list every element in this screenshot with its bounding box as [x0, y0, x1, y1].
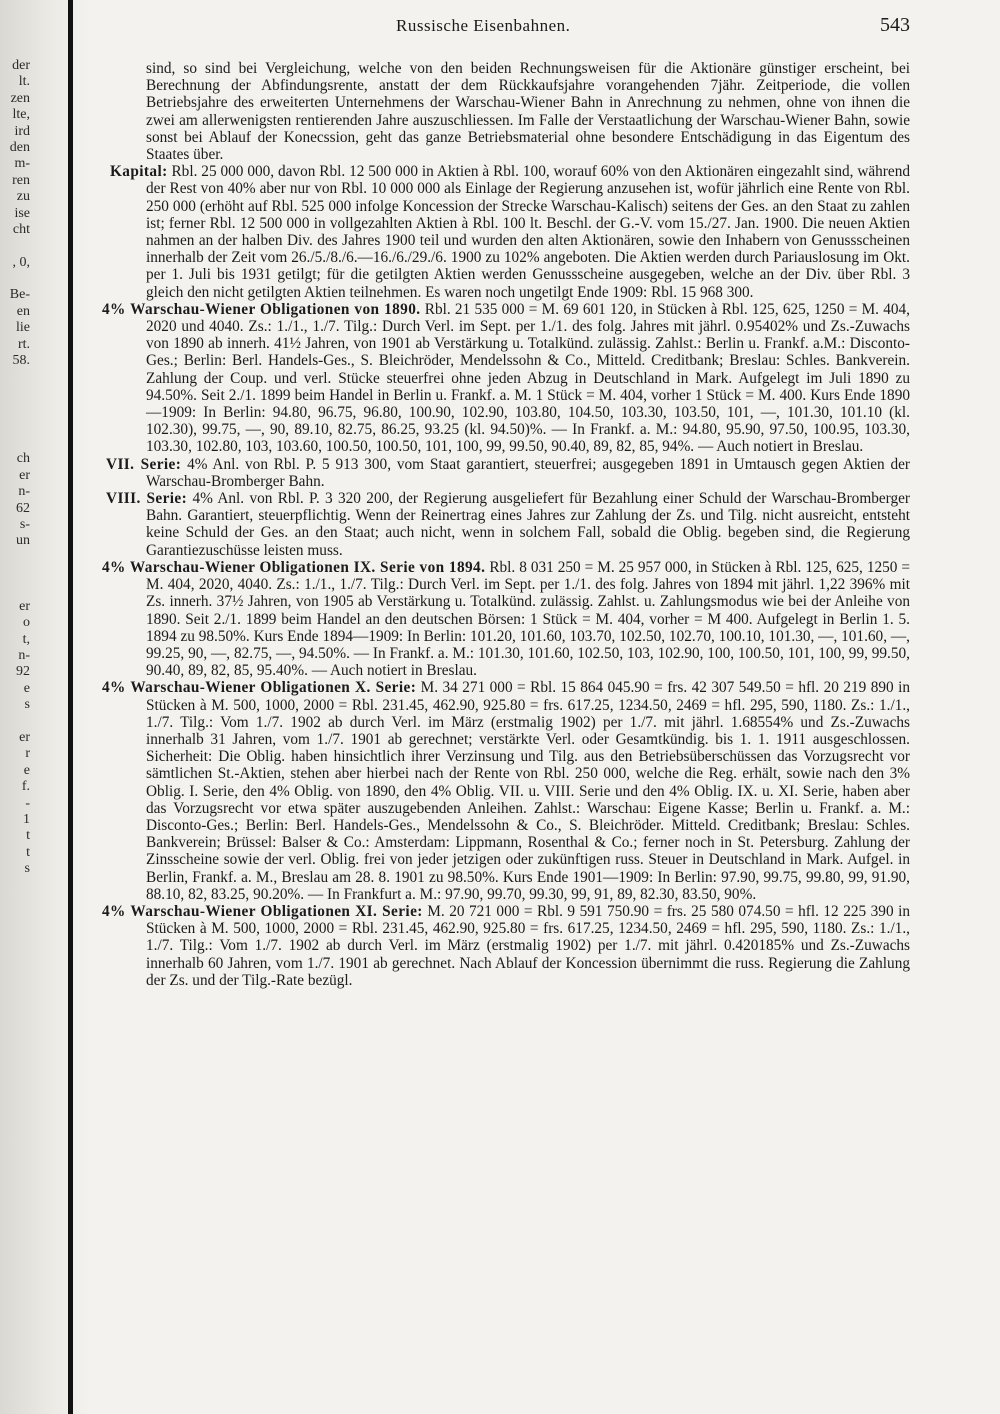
- entry-continuation: [102, 60, 910, 163]
- left-page-fragment: er: [19, 598, 30, 614]
- entry-label: VII. Serie:: [106, 455, 182, 473]
- left-page-fragment: ise: [14, 205, 30, 221]
- left-page-fragment: [0, 566, 30, 582]
- left-page-fragment: s: [24, 861, 30, 877]
- left-page-fragment: en: [16, 303, 30, 319]
- left-page-fragment: t: [26, 844, 30, 860]
- left-page-fragment: cht: [12, 221, 30, 237]
- left-page-fragment: [0, 435, 30, 451]
- left-page-fragment: 92: [16, 664, 30, 680]
- entry-text: 4% Anl. von Rbl. P. 3 320 200, der Regierung ausgeliefert für Bezahlung einer Schuld der Warschau-Bromberger Bahn. Garantiert, steuerpflichtig. Wenn der Reinertrag eines Jahres zur Zahlung der Zs. und Tilg. nicht ausreicht, entsteht keine Schuld der Ges. an den Staat; auch nicht, wenn in solchem Fall, sobald die Oblig. begeben sind, die Regierung Garantiezuschüsse leisten muss.: [146, 490, 911, 559]
- left-page-fragment: Be-: [9, 287, 30, 303]
- left-page-fragment: [0, 386, 30, 402]
- entry-label: VIII. Serie:: [106, 490, 188, 508]
- binding-line: [68, 0, 73, 1414]
- left-page-fragment: er: [19, 467, 30, 483]
- entry-text: Rbl. 8 031 250 = M. 25 957 000, in Stücken à Rbl. 125, 625, 1250 = M. 404, 2020, 4040. Zs.: 1./1., 1./7. Tilg.: Durch Verl. im Sept. per 1./1. des folg. Jahres von 1894 mit jährl. 1,22 396% mit Zs. innerh. 37½ Jahren, von 1905 ab Verstärkung u. Totalkünd. zulässig. Zahlst. u. Zahlungsmodus wie bei der Anleihe von 1890. Seit 2./1. 1899 beim Handel an den deutschen Börsen: 1 Stück = M. 404, vorher = M 400. Aufgelegt in Berlin 1. 5. 1894 zu 98.50%. Kurs Ende 1894—1909: In Berlin: 101.20, 101.60, 103.70, 102.50, 102.70, 100.10, 101.30, —, 101.60, —, 99.25, 90, —, 82.75, —, 94.50%. — In Frankf. a. M.: 101.30, 101.60, 102.50, 103, 102.90, 100, 100.50, 101, 100, 99, 99.50, 90.40, 89, 82, 85, 95.40%. — Auch notiert in Breslau.: [146, 558, 911, 680]
- left-page-fragment: [0, 271, 30, 287]
- left-page-fragment: [0, 714, 30, 730]
- entry-obligationen-1890: [102, 301, 910, 456]
- left-page-fragment: un: [16, 533, 30, 549]
- entry-text: sind, so sind bei Vergleichung, welche von den beiden Rechnungsweisen für die Aktionäre günstiger erscheint, bei Berechnung der Abfindungsrente, anstatt der dem Rückkaufsjahre vorangehenden 7jähr. Zeitperiode, die vollen Betriebsjahre des erweiterten Unternehmens der Warschau-Wiener Bahn in Anrechnung zu nehmen, ohne von ihnen die zwei am allerwenigsten rentierenden Jahre auszuschliessen. Im Falle der Verstaatlichung der Warschau-Wiener Bahn, sowie sonst bei Ablauf der Konecssion, geht das ganze Betriebsmaterial ohne besondere Entschädigung in das Eigentum des Staates über.: [146, 60, 910, 164]
- left-page-fragment: lie: [16, 320, 30, 336]
- left-page-fragment: n-: [18, 648, 30, 664]
- left-page-fragment: [0, 369, 30, 385]
- left-page-fragment: [0, 238, 30, 254]
- left-page-fragment: e: [23, 762, 30, 778]
- left-page-fragment: t: [26, 828, 30, 844]
- running-head: Russische Eisenbahnen.: [396, 16, 571, 35]
- entry-obligationen-x: [102, 679, 910, 903]
- left-page-fragment: n-: [18, 484, 30, 500]
- left-page-fragment: rt.: [17, 336, 30, 352]
- entry-label: 4% Warschau-Wiener Obligationen von 1890.: [102, 300, 421, 318]
- entry-label: 4% Warschau-Wiener Obligationen IX. Serie von 1894.: [102, 558, 486, 576]
- entry-text: Rbl. 21 535 000 = M. 69 601 120, in Stücken à Rbl. 125, 625, 1250 = M. 404, 2020 und 4040. Zs.: 1./1., 1./7. Tilg.: Durch Verl. im Sept. per 1./1. des folg. Jahres mit jährl. 0.95402% und Zs.-Zuwachs von 1890 ab innerh. 41½ Jahren, von 1901 ab Verstärkung u. Totalkünd. zulässig. Zahlst.: Berlin u. Frankf. a.M.: Disconto-Ges.; Berlin: Berl. Handels-Ges., S. Bleichröder, Mendelssohn & Co., Mitteld. Creditbank; Breslau: Schles. Bankverein. Zahlung der Coup. und verl. Stücke steuerfrei ohne jeden Abzug in Deutschland in Mark. Aufgelegt im Juli 1890 zu 94.50%. Seit 2./1. 1899 beim Handel in Berlin u. Frankf. a. M. 1 Stück = M. 404, vorher 1 Stück = M. 400. Kurs Ende 1890—1909: In Berlin: 94.80, 96.75, 96.80, 100.90, 102.90, 103.80, 104.50, 103.30, 103.50, 101, —, 101.30, 101.10 (kl. 102.30), 99.75, —, 90, 89.10, 82.75, 86.25, 93.25 (kl. 94.50)%. — In Frankf. a. M.: 94.80, 95.90, 97.50, 100.95, 103.30, 103.30, 102.80, 103, 103.60, 100.50, 100.50, 101, 100, 99, 99.50, 90.40, 89, 82, 85, 94%. — Auch notiert in Breslau.: [146, 300, 910, 456]
- left-page-fragment: lte,: [12, 107, 30, 123]
- entry-kapital: [102, 163, 910, 301]
- left-page-fragment: lt.: [18, 74, 30, 90]
- left-page-fragment: ren: [12, 172, 30, 188]
- text-body: [102, 60, 910, 989]
- left-page-fragments: [0, 58, 30, 878]
- left-page-fragment: s: [24, 697, 30, 713]
- entry-obligationen-xi: [102, 903, 910, 989]
- left-page-fragment: [0, 419, 30, 435]
- left-page-fragment: der: [12, 58, 30, 73]
- page-number: 543: [880, 14, 910, 36]
- entry-text: M. 20 721 000 = Rbl. 9 591 750.90 = frs. 25 580 074.50 = hfl. 12 225 390 in Stücken à M. 500, 1000, 2000 = Rbl. 231.45, 462.90, 925.80 = frs. 617.25, 1234.50, 2469 = hfl. 295, 590, 1180. Zs.: 1./1., 1./7. Tilg.: Vom 1./7. 1902 ab durch Verl. im März (erstmalig 1902) per 1./7. mit jährl. 0.420185% und Zs.-Zuwachs innerhalb 60 Jahren, vom 1./7. 1901 ab gerechnet. Nach Ablauf der Koncession übernimmt die russ. Regierung die Zahlung der Zs. und der Tilg.-Rate bezügl.: [146, 902, 910, 989]
- left-page-fragment: 58.: [12, 353, 30, 369]
- entry-obligationen-ix: [102, 559, 910, 679]
- left-page-fragment: zen: [10, 90, 30, 106]
- left-page-fragment: t,: [22, 631, 30, 647]
- left-page-fragment: er: [19, 730, 30, 746]
- left-page-fragment: [0, 550, 30, 566]
- left-page-fragment: -: [25, 795, 30, 811]
- left-page-fragment: [0, 583, 30, 599]
- left-page-fragment: 1: [23, 811, 30, 827]
- left-page-fragment: zu: [16, 189, 30, 205]
- left-page-fragment: 62: [16, 500, 30, 516]
- left-page-fragment: ird: [14, 123, 30, 139]
- entry-label: Kapital:: [110, 163, 168, 181]
- left-page-fragment: o: [23, 615, 30, 631]
- entry-serie-vii: [102, 456, 910, 490]
- entry-text: 4% Anl. von Rbl. P. 5 913 300, vom Staat garantiert, steuerfrei; ausgegeben 1891 in Umtausch gegen Aktien der Warschau-Bromberger Bahn.: [146, 455, 910, 490]
- entry-text: M. 34 271 000 = Rbl. 15 864 045.90 = frs. 42 307 549.50 = hfl. 20 219 890 in Stücken à M. 500, 1000, 2000 = Rbl. 231.45, 462.90, 925.80 = frs. 617.25, 1234.50, 2469 = hfl. 295, 590, 1180. Zs.: 1./1., 1./7. Tilg.: Vom 1./7. 1902 ab durch Verl. im März (erstmalig 1902) per 1./7. mit jährl. 1.68554% und Zs.-Zuwachs innerhalb 31 Jahren, vom 1./7. 1901 ab gerechnet; verstärkte Verl. oder Gesamtkündig. bis 1. 1. 1911 ausgeschlossen. Sicherheit: Die Oblig. haben hinsichtlich ihrer Verzinsung und Tilg. aus den Betriebsüberschüssen das Vorzugsrecht vor sämtlichen St.-Aktien, stehen aber hierbei nach der Rente von Rbl. 250 000, welche die Reg. erhält, sowie nach den 3% Oblig. I. Serie, den 4% Oblig. von 1890, den 4% Oblig. VII. u. VIII. Serie und den 4% Oblig. IX. u. XI. Serie, haben aber das Vorzugsrecht vor etwa später auszugebenden Anleihen. Zahlst.: Warschau: Eigene Kasse; Berlin u. Frankf. a. M.: Disconto-Ges.; Berlin: Berl. Handels-Ges., Mendelssohn & Co., S. Bleichröder. Mitteld. Creditbank; Breslau: Schles. Bankverein; Brüssel: Balser & Co.: Amsterdam: Lippmann, Rosenthal & Co.; ferner noch in St. Petersburg. Zahlung der Zinsscheine sowie der verl. Oblig. frei von jeder jetzigen oder zukünftigen russ. Steuer in Deutschland in Mark. Aufgel. in Berlin, Frankf. a. M., Breslau am 28. 8. 1901 zu 98.50%. Kurs Ende 1901—1909: In Berlin: 97.90, 99.75, 99.80, 99, 91.90, 88.10, 82, 83.25, 90.20%. — In Frankfurt a. M.: 97.90, 99.70, 99.30, 99, 91, 89, 82.30, 83.50, 90%.: [146, 679, 910, 903]
- entry-serie-viii: [102, 490, 910, 559]
- left-page-fragment: r: [25, 746, 30, 762]
- entry-label: 4% Warschau-Wiener Obligationen XI. Serie:: [102, 902, 423, 920]
- left-page-fragment: e: [23, 680, 30, 696]
- left-page-fragment: m-: [14, 156, 30, 172]
- entry-text: Rbl. 25 000 000, davon Rbl. 12 500 000 in Aktien à Rbl. 100, worauf 60% von den Aktionären eingezahlt sind, während der Rest von 40% aber nur von Rbl. 10 000 000 als Einlage der Regierung anzusehen ist, wofür jährlich eine Rente von Rbl. 250 000 (erhöht auf Rbl. 525 000 infolge Koncession der Strecke Warschau-Kalisch) seitens der Ges. an den Staat zu zahlen ist; ferner Rbl. 12 500 000 in vollgezahlten Aktien à Rbl. 100 lt. Beschl. der G.-V. vom 15./27. Jan. 1900. Die neuen Aktien nahmen an der halben Div. des Jahres 1900 teil und wurden den alten Aktionären, sowie den Inhabern von Genussscheinen innerhalb der Zeit vom 26./5./8./6.—16./6./29./6. 1900 zu 102% angeboten. Die Aktien werden durch Pariauslosung im Okt. per 1. Juli bis 1931 getilgt; für die getilgten Aktien werden Genussscheine ausgegeben, welche an der Div. über Rbl. 3 gleich den nicht getilgten Aktien teilnehmen. Es waren noch ungetilgt Ende 1909: Rbl. 15 968 300.: [146, 163, 910, 301]
- entry-label: 4% Warschau-Wiener Obligationen X. Serie:: [102, 679, 417, 697]
- left-page-fragment: den: [9, 139, 30, 155]
- left-page-fragment: , 0,: [12, 254, 30, 270]
- left-page-fragment: ch: [16, 451, 30, 467]
- left-page-fragment: f.: [21, 779, 30, 795]
- left-page-fragment: [0, 402, 30, 418]
- left-page-fragment: s-: [19, 516, 30, 532]
